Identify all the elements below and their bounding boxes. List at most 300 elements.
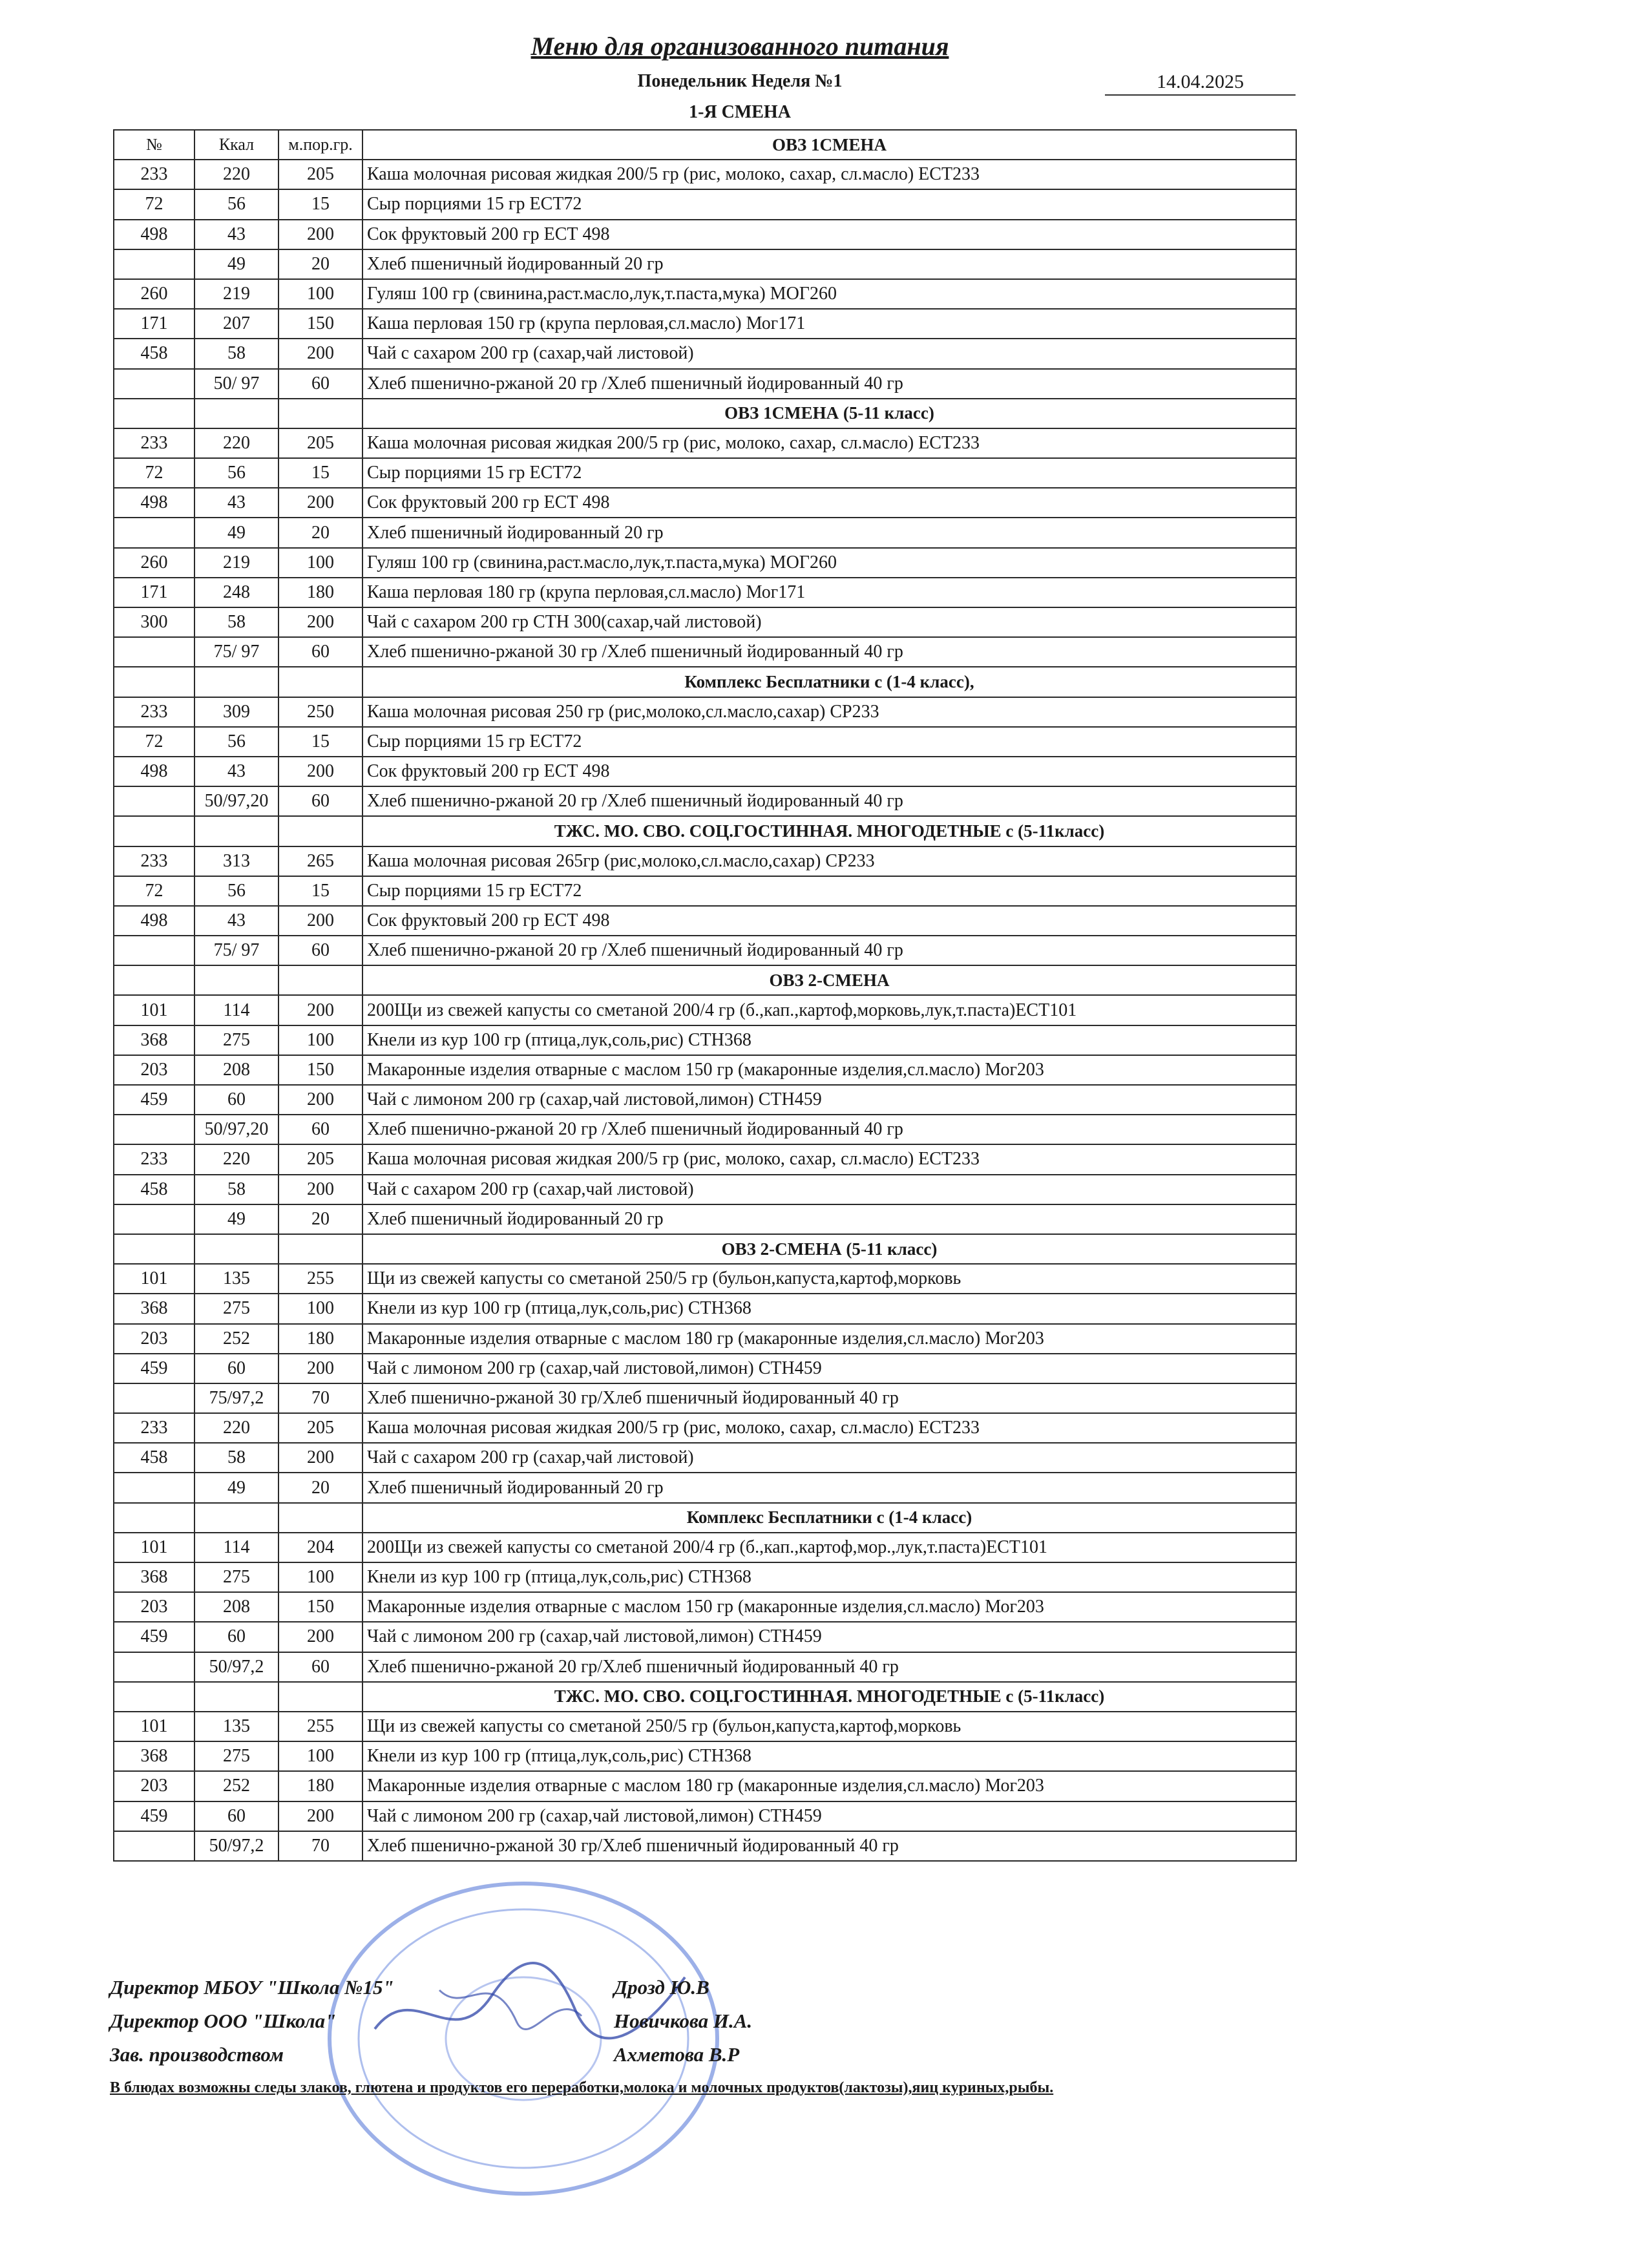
- table-row: [114, 1622, 1296, 1652]
- kcal-value: 220: [194, 160, 278, 189]
- table-row: [114, 309, 1296, 339]
- portion-value: 200: [278, 906, 362, 936]
- dish-name: Каша молочная рисовая жидкая 200/5 гр (рис, молоко, сахар, сл.масло) ЕСТ233: [362, 1413, 1296, 1443]
- kcal-value: 56: [194, 189, 278, 219]
- kcal-value: 220: [194, 1413, 278, 1443]
- empty-cell: [194, 1682, 278, 1712]
- signature-name: Новичкова И.А.: [614, 2010, 753, 2032]
- kcal-value: 275: [194, 1294, 278, 1323]
- recipe-number: 72: [114, 458, 194, 488]
- signatures-block: [110, 1971, 752, 2072]
- kcal-value: 208: [194, 1055, 278, 1085]
- table-row: [114, 1801, 1296, 1831]
- dish-name: Щи из свежей капусты со сметаной 250/5 гр (бульон,капуста,картоф,морковь: [362, 1712, 1296, 1741]
- kcal-value: 56: [194, 458, 278, 488]
- recipe-number: [114, 936, 194, 965]
- table-row: [114, 1115, 1296, 1144]
- kcal-value: 43: [194, 488, 278, 518]
- kcal-value: 135: [194, 1712, 278, 1741]
- empty-cell: [114, 1503, 194, 1533]
- dish-name: Хлеб пшенично-ржаной 20 гр /Хлеб пшеничный йодированный 40 гр: [362, 936, 1296, 965]
- dish-name: Каша молочная рисовая жидкая 200/5 гр (рис, молоко, сахар, сл.масло) ЕСТ233: [362, 428, 1296, 458]
- recipe-number: 459: [114, 1354, 194, 1383]
- kcal-value: 60: [194, 1801, 278, 1831]
- dish-name: Сок фруктовый 200 гр ЕСТ 498: [362, 220, 1296, 249]
- kcal-value: 60: [194, 1354, 278, 1383]
- dish-name: Хлеб пшеничный йодированный 20 гр: [362, 1204, 1296, 1234]
- table-header-row: [114, 130, 1296, 160]
- recipe-number: 171: [114, 309, 194, 339]
- portion-value: 205: [278, 160, 362, 189]
- table-row: [114, 936, 1296, 965]
- dish-name: 200Щи из свежей капусты со сметаной 200/4 гр (б.,кап.,картоф,морковь,лук,т.паста)ЕСТ101: [362, 995, 1296, 1025]
- portion-value: 20: [278, 518, 362, 547]
- allergen-note: В блюдах возможны следы злаков, глютена и продуктов его переработки,молока и молочных продуктов(лактозы),яиц куриных,рыбы.: [110, 2079, 1054, 2096]
- dish-name: Кнели из кур 100 гр (птица,лук,соль,рис) СТН368: [362, 1562, 1296, 1592]
- recipe-number: 203: [114, 1592, 194, 1622]
- empty-cell: [278, 1682, 362, 1712]
- recipe-number: 72: [114, 876, 194, 906]
- empty-cell: [278, 667, 362, 697]
- kcal-value: 114: [194, 995, 278, 1025]
- kcal-value: 60: [194, 1085, 278, 1115]
- portion-value: 200: [278, 1354, 362, 1383]
- recipe-number: 368: [114, 1025, 194, 1055]
- signature-role: Зав. производством: [110, 2043, 284, 2066]
- column-header-number: №: [114, 130, 194, 160]
- dish-name: Кнели из кур 100 гр (птица,лук,соль,рис) СТН368: [362, 1025, 1296, 1055]
- kcal-value: 75/ 97: [194, 936, 278, 965]
- dish-name: Хлеб пшеничный йодированный 20 гр: [362, 518, 1296, 547]
- table-row: [114, 1712, 1296, 1741]
- table-row: [114, 1324, 1296, 1354]
- recipe-number: 233: [114, 428, 194, 458]
- empty-cell: [194, 816, 278, 846]
- dish-name: Чай с сахаром 200 гр СТН 300(сахар,чай листовой): [362, 607, 1296, 637]
- recipe-number: 368: [114, 1294, 194, 1323]
- dish-name: Сыр порциями 15 гр ЕСТ72: [362, 189, 1296, 219]
- recipe-number: [114, 1115, 194, 1144]
- table-row: [114, 1025, 1296, 1055]
- section-row: [114, 1234, 1296, 1264]
- portion-value: 15: [278, 876, 362, 906]
- kcal-value: 50/97,20: [194, 1115, 278, 1144]
- kcal-value: 207: [194, 309, 278, 339]
- recipe-number: 498: [114, 757, 194, 786]
- table-row: [114, 279, 1296, 309]
- kcal-value: 56: [194, 876, 278, 906]
- table-row: [114, 339, 1296, 368]
- kcal-value: 275: [194, 1562, 278, 1592]
- portion-value: 20: [278, 249, 362, 279]
- portion-value: 20: [278, 1204, 362, 1234]
- recipe-number: [114, 369, 194, 399]
- recipe-number: 233: [114, 1144, 194, 1174]
- table-row: [114, 1383, 1296, 1413]
- table-row: [114, 488, 1296, 518]
- section-title: ТЖС. МО. СВО. СОЦ.ГОСТИННАЯ. МНОГОДЕТНЫЕ с (5-11класс): [362, 1682, 1296, 1712]
- table-row: [114, 1175, 1296, 1204]
- dish-name: Каша молочная рисовая жидкая 200/5 гр (рис, молоко, сахар, сл.масло) ЕСТ233: [362, 160, 1296, 189]
- kcal-value: 43: [194, 220, 278, 249]
- table-row: [114, 1294, 1296, 1323]
- section-row: [114, 667, 1296, 697]
- table-row: [114, 876, 1296, 906]
- portion-value: 60: [278, 1652, 362, 1682]
- dish-name: Чай с сахаром 200 гр (сахар,чай листовой): [362, 1443, 1296, 1473]
- portion-value: 200: [278, 339, 362, 368]
- portion-value: 150: [278, 1055, 362, 1085]
- dish-name: Сок фруктовый 200 гр ЕСТ 498: [362, 488, 1296, 518]
- dish-name: Кнели из кур 100 гр (птица,лук,соль,рис) СТН368: [362, 1741, 1296, 1771]
- recipe-number: [114, 637, 194, 667]
- empty-cell: [114, 965, 194, 995]
- table-row: [114, 1055, 1296, 1085]
- recipe-number: [114, 1204, 194, 1234]
- portion-value: 60: [278, 637, 362, 667]
- table-row: [114, 160, 1296, 189]
- portion-value: 70: [278, 1383, 362, 1413]
- empty-cell: [278, 1503, 362, 1533]
- recipe-number: [114, 1652, 194, 1682]
- dish-name: Хлеб пшеничный йодированный 20 гр: [362, 1473, 1296, 1502]
- empty-cell: [194, 1503, 278, 1533]
- table-row: [114, 1562, 1296, 1592]
- portion-value: 100: [278, 1025, 362, 1055]
- signature-line: [110, 1971, 752, 2004]
- table-row: [114, 727, 1296, 757]
- portion-value: 200: [278, 1443, 362, 1473]
- dish-name: Макаронные изделия отварные с маслом 150 гр (макаронные изделия,сл.масло) Мог203: [362, 1055, 1296, 1085]
- signature-line: [110, 2038, 752, 2072]
- table-row: [114, 548, 1296, 578]
- dish-name: Хлеб пшенично-ржаной 20 гр /Хлеб пшеничный йодированный 40 гр: [362, 1115, 1296, 1144]
- dish-name: Макаронные изделия отварные с маслом 180 гр (макаронные изделия,сл.масло) Мог203: [362, 1324, 1296, 1354]
- recipe-number: 101: [114, 995, 194, 1025]
- table-row: [114, 1831, 1296, 1861]
- portion-value: 265: [278, 846, 362, 876]
- dish-name: Гуляш 100 гр (свинина,раст.масло,лук,т.паста,мука) МОГ260: [362, 279, 1296, 309]
- table-row: [114, 1144, 1296, 1174]
- empty-cell: [194, 667, 278, 697]
- recipe-number: [114, 1831, 194, 1861]
- recipe-number: [114, 1383, 194, 1413]
- recipe-number: 101: [114, 1264, 194, 1294]
- recipe-number: 459: [114, 1622, 194, 1652]
- table-row: [114, 1413, 1296, 1443]
- portion-value: 70: [278, 1831, 362, 1861]
- portion-value: 60: [278, 936, 362, 965]
- dish-name: Хлеб пшенично-ржаной 30 гр /Хлеб пшеничный йодированный 40 гр: [362, 637, 1296, 667]
- shift-title: 1-Я СМЕНА: [689, 102, 791, 122]
- empty-cell: [114, 816, 194, 846]
- kcal-value: 275: [194, 1025, 278, 1055]
- column-header-portion: м.пор.гр.: [278, 130, 362, 160]
- section-title: ОВЗ 2-СМЕНА: [362, 965, 1296, 995]
- signature-role: Директор МБОУ "Школа №15": [110, 1976, 394, 1999]
- section-title: Комплекс Бесплатники с (1-4 класс),: [362, 667, 1296, 697]
- recipe-number: 498: [114, 220, 194, 249]
- empty-cell: [278, 1234, 362, 1264]
- dish-name: Чай с лимоном 200 гр (сахар,чай листовой,лимон) СТН459: [362, 1801, 1296, 1831]
- portion-value: 150: [278, 309, 362, 339]
- page-title: Меню для организованного питания: [530, 32, 949, 61]
- kcal-value: 43: [194, 757, 278, 786]
- table-row: [114, 757, 1296, 786]
- table-row: [114, 220, 1296, 249]
- portion-value: 100: [278, 279, 362, 309]
- section-row: [114, 816, 1296, 846]
- section-row: [114, 1682, 1296, 1712]
- dish-name: Сок фруктовый 200 гр ЕСТ 498: [362, 757, 1296, 786]
- column-header-kcal: Ккал: [194, 130, 278, 160]
- table-row: [114, 369, 1296, 399]
- kcal-value: 219: [194, 279, 278, 309]
- portion-value: 60: [278, 369, 362, 399]
- kcal-value: 50/97,20: [194, 786, 278, 816]
- table-row: [114, 846, 1296, 876]
- portion-value: 100: [278, 1562, 362, 1592]
- recipe-number: 101: [114, 1712, 194, 1741]
- dish-name: Каша перловая 150 гр (крупа перловая,сл.масло) Мог171: [362, 309, 1296, 339]
- portion-value: 180: [278, 1771, 362, 1801]
- recipe-number: 498: [114, 488, 194, 518]
- empty-cell: [114, 399, 194, 428]
- table-row: [114, 249, 1296, 279]
- signature-line: [110, 2004, 752, 2038]
- empty-cell: [114, 1234, 194, 1264]
- table-row: [114, 697, 1296, 727]
- kcal-value: 313: [194, 846, 278, 876]
- dish-name: Чай с лимоном 200 гр (сахар,чай листовой,лимон) СТН459: [362, 1085, 1296, 1115]
- signature-name: Дрозд Ю.В: [614, 1976, 709, 1999]
- recipe-number: 459: [114, 1085, 194, 1115]
- dish-name: Каша молочная рисовая жидкая 200/5 гр (рис, молоко, сахар, сл.масло) ЕСТ233: [362, 1144, 1296, 1174]
- table-row: [114, 1085, 1296, 1115]
- recipe-number: 233: [114, 697, 194, 727]
- section-title: Комплекс Бесплатники с (1-4 класс): [362, 1503, 1296, 1533]
- recipe-number: 458: [114, 1175, 194, 1204]
- portion-value: 255: [278, 1712, 362, 1741]
- portion-value: 255: [278, 1264, 362, 1294]
- portion-value: 150: [278, 1592, 362, 1622]
- kcal-value: 75/97,2: [194, 1383, 278, 1413]
- empty-cell: [194, 1234, 278, 1264]
- kcal-value: 43: [194, 906, 278, 936]
- dish-name: Чай с лимоном 200 гр (сахар,чай листовой,лимон) СТН459: [362, 1354, 1296, 1383]
- recipe-number: 171: [114, 578, 194, 607]
- portion-value: 200: [278, 1175, 362, 1204]
- dish-name: Хлеб пшенично-ржаной 30 гр/Хлеб пшеничный йодированный 40 гр: [362, 1383, 1296, 1413]
- recipe-number: 203: [114, 1055, 194, 1085]
- kcal-value: 220: [194, 1144, 278, 1174]
- table-row: [114, 995, 1296, 1025]
- recipe-number: 458: [114, 1443, 194, 1473]
- dish-name: Хлеб пшенично-ржаной 20 гр /Хлеб пшеничный йодированный 40 гр: [362, 369, 1296, 399]
- empty-cell: [278, 399, 362, 428]
- day-week-label: Понедельник Неделя №1: [637, 71, 843, 91]
- kcal-value: 135: [194, 1264, 278, 1294]
- recipe-number: [114, 249, 194, 279]
- recipe-number: 72: [114, 727, 194, 757]
- dish-name: Чай с сахаром 200 гр (сахар,чай листовой): [362, 339, 1296, 368]
- kcal-value: 252: [194, 1771, 278, 1801]
- empty-cell: [194, 399, 278, 428]
- table-row: [114, 1652, 1296, 1682]
- menu-table: [113, 129, 1297, 1862]
- kcal-value: 114: [194, 1533, 278, 1562]
- table-row: [114, 428, 1296, 458]
- recipe-number: [114, 786, 194, 816]
- portion-value: 204: [278, 1533, 362, 1562]
- portion-value: 15: [278, 458, 362, 488]
- recipe-number: [114, 1473, 194, 1502]
- table-row: [114, 1264, 1296, 1294]
- portion-value: 180: [278, 578, 362, 607]
- table-row: [114, 1204, 1296, 1234]
- dish-name: Макаронные изделия отварные с маслом 180 гр (макаронные изделия,сл.масло) Мог203: [362, 1771, 1296, 1801]
- portion-value: 200: [278, 1622, 362, 1652]
- portion-value: 200: [278, 1801, 362, 1831]
- kcal-value: 275: [194, 1741, 278, 1771]
- portion-value: 200: [278, 488, 362, 518]
- portion-value: 205: [278, 1413, 362, 1443]
- portion-value: 60: [278, 786, 362, 816]
- table-row: [114, 189, 1296, 219]
- empty-cell: [278, 965, 362, 995]
- portion-value: 180: [278, 1324, 362, 1354]
- portion-value: 100: [278, 1294, 362, 1323]
- dish-name: Чай с лимоном 200 гр (сахар,чай листовой,лимон) СТН459: [362, 1622, 1296, 1652]
- recipe-number: 203: [114, 1771, 194, 1801]
- table-row: [114, 1443, 1296, 1473]
- portion-value: 100: [278, 548, 362, 578]
- table-row: [114, 906, 1296, 936]
- kcal-value: 75/ 97: [194, 637, 278, 667]
- portion-value: 250: [278, 697, 362, 727]
- kcal-value: 49: [194, 1204, 278, 1234]
- kcal-value: 49: [194, 1473, 278, 1502]
- table-row: [114, 637, 1296, 667]
- kcal-value: 49: [194, 249, 278, 279]
- kcal-value: 56: [194, 727, 278, 757]
- empty-cell: [278, 816, 362, 846]
- section-title: ОВЗ 1СМЕНА (5-11 класс): [362, 399, 1296, 428]
- portion-value: 20: [278, 1473, 362, 1502]
- recipe-number: 72: [114, 189, 194, 219]
- table-row: [114, 1592, 1296, 1622]
- portion-value: 200: [278, 220, 362, 249]
- menu-date: 14.04.2025: [1105, 71, 1296, 96]
- section-row: [114, 1503, 1296, 1533]
- recipe-number: 233: [114, 1413, 194, 1443]
- portion-value: 200: [278, 995, 362, 1025]
- portion-value: 100: [278, 1741, 362, 1771]
- portion-value: 200: [278, 1085, 362, 1115]
- kcal-value: 208: [194, 1592, 278, 1622]
- portion-value: 200: [278, 757, 362, 786]
- recipe-number: 101: [114, 1533, 194, 1562]
- dish-name: Каша молочная рисовая 265гр (рис,молоко,сл.масло,сахар) СР233: [362, 846, 1296, 876]
- kcal-value: 309: [194, 697, 278, 727]
- recipe-number: 260: [114, 548, 194, 578]
- signature-role: Директор ООО "Школа": [110, 2010, 337, 2032]
- dish-name: Каша молочная рисовая 250 гр (рис,молоко,сл.масло,сахар) СР233: [362, 697, 1296, 727]
- table-row: [114, 1354, 1296, 1383]
- recipe-number: 458: [114, 339, 194, 368]
- dish-name: Хлеб пшенично-ржаной 20 гр /Хлеб пшеничный йодированный 40 гр: [362, 786, 1296, 816]
- dish-name: Сыр порциями 15 гр ЕСТ72: [362, 458, 1296, 488]
- dish-name: Хлеб пшеничный йодированный 20 гр: [362, 249, 1296, 279]
- section-row: [114, 399, 1296, 428]
- menu-table-body: [114, 130, 1296, 1861]
- section-title: ОВЗ 1СМЕНА: [362, 130, 1296, 160]
- table-row: [114, 518, 1296, 547]
- kcal-value: 58: [194, 1443, 278, 1473]
- table-row: [114, 458, 1296, 488]
- signature-name: Ахметова В.Р: [614, 2043, 740, 2066]
- dish-name: Каша перловая 180 гр (крупа перловая,сл.масло) Мог171: [362, 578, 1296, 607]
- dish-name: Хлеб пшенично-ржаной 20 гр/Хлеб пшеничный йодированный 40 гр: [362, 1652, 1296, 1682]
- kcal-value: 50/97,2: [194, 1831, 278, 1861]
- section-title: ТЖС. МО. СВО. СОЦ.ГОСТИННАЯ. МНОГОДЕТНЫЕ с (5-11класс): [362, 816, 1296, 846]
- recipe-number: 368: [114, 1741, 194, 1771]
- portion-value: 205: [278, 428, 362, 458]
- kcal-value: 49: [194, 518, 278, 547]
- kcal-value: 252: [194, 1324, 278, 1354]
- table-row: [114, 607, 1296, 637]
- kcal-value: 50/97,2: [194, 1652, 278, 1682]
- recipe-number: 300: [114, 607, 194, 637]
- recipe-number: [114, 518, 194, 547]
- recipe-number: 498: [114, 906, 194, 936]
- dish-name: Сок фруктовый 200 гр ЕСТ 498: [362, 906, 1296, 936]
- table-row: [114, 1741, 1296, 1771]
- recipe-number: 459: [114, 1801, 194, 1831]
- kcal-value: 58: [194, 339, 278, 368]
- section-row: [114, 965, 1296, 995]
- empty-cell: [114, 667, 194, 697]
- dish-name: Макаронные изделия отварные с маслом 150 гр (макаронные изделия,сл.масло) Мог203: [362, 1592, 1296, 1622]
- recipe-number: 368: [114, 1562, 194, 1592]
- table-row: [114, 578, 1296, 607]
- kcal-value: 219: [194, 548, 278, 578]
- portion-value: 15: [278, 727, 362, 757]
- empty-cell: [194, 965, 278, 995]
- kcal-value: 50/ 97: [194, 369, 278, 399]
- dish-name: Щи из свежей капусты со сметаной 250/5 гр (бульон,капуста,картоф,морковь: [362, 1264, 1296, 1294]
- dish-name: Чай с сахаром 200 гр (сахар,чай листовой): [362, 1175, 1296, 1204]
- table-row: [114, 1533, 1296, 1562]
- recipe-number: 260: [114, 279, 194, 309]
- dish-name: Сыр порциями 15 гр ЕСТ72: [362, 727, 1296, 757]
- recipe-number: 203: [114, 1324, 194, 1354]
- portion-value: 60: [278, 1115, 362, 1144]
- dish-name: Гуляш 100 гр (свинина,раст.масло,лук,т.паста,мука) МОГ260: [362, 548, 1296, 578]
- dish-name: Хлеб пшенично-ржаной 30 гр/Хлеб пшеничный йодированный 40 гр: [362, 1831, 1296, 1861]
- portion-value: 15: [278, 189, 362, 219]
- kcal-value: 248: [194, 578, 278, 607]
- recipe-number: 233: [114, 846, 194, 876]
- portion-value: 200: [278, 607, 362, 637]
- kcal-value: 58: [194, 607, 278, 637]
- kcal-value: 58: [194, 1175, 278, 1204]
- table-row: [114, 1473, 1296, 1502]
- portion-value: 205: [278, 1144, 362, 1174]
- table-row: [114, 1771, 1296, 1801]
- empty-cell: [114, 1682, 194, 1712]
- recipe-number: 233: [114, 160, 194, 189]
